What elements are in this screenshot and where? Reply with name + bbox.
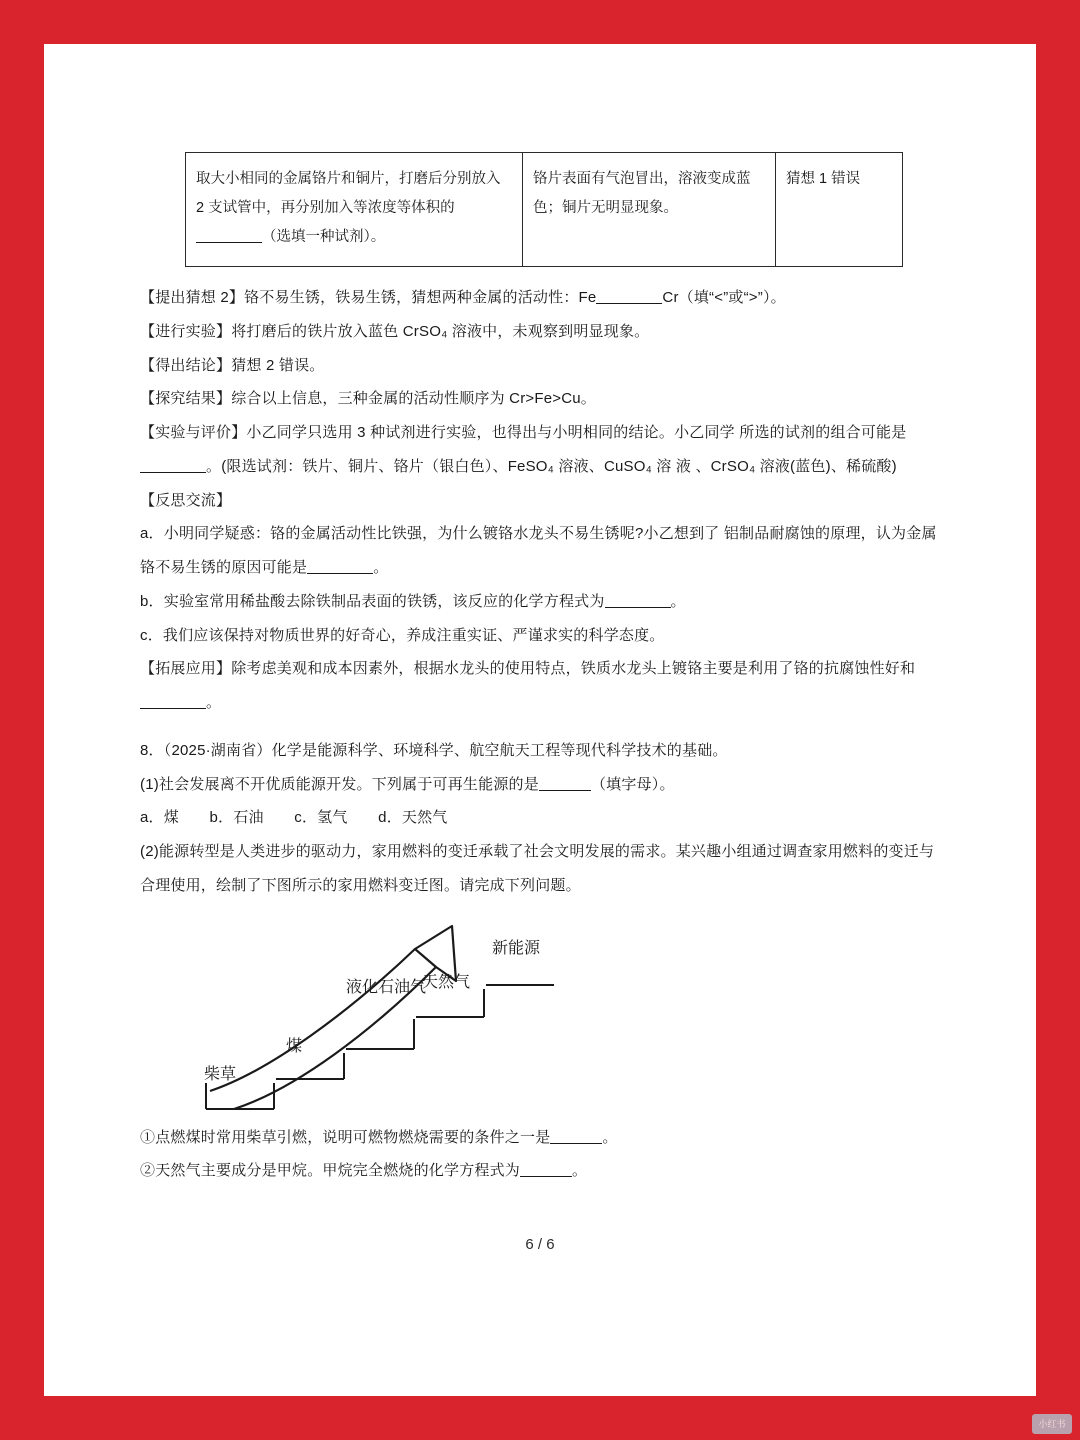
line-evaluation-pre: 【实验与评价】小乙同学只选用 3 种试剂进行实验，也得出与小明相同的结论。小乙同学 所选的试剂的组合可能是 — [140, 424, 907, 441]
question-8-item1 — [140, 1121, 940, 1155]
table-cell-step — [186, 153, 523, 267]
fill-blank[interactable] — [539, 775, 591, 791]
question-8-item2-pre: ②天然气主要成分是甲烷。甲烷完全燃烧的化学方程式为 — [140, 1162, 521, 1180]
fill-blank[interactable] — [307, 558, 373, 574]
diagram-label-natural-gas: 天然气 — [422, 973, 471, 991]
option-b[interactable]: b．石油 — [209, 809, 264, 827]
line-experiment: 【进行实验】将打磨后的铁片放入蓝色 CrSO₄ 溶液中，未观察到明显现象。 — [140, 322, 650, 340]
line-guess2-post: Cr（填“<”或“>”）。 — [662, 289, 786, 306]
line-reflect-b — [140, 585, 940, 619]
question-8-item1-pre: ①点燃煤时常用柴草引燃，说明可燃物燃烧需要的条件之一是 — [140, 1128, 551, 1146]
diagram-svg — [200, 921, 660, 1121]
option-a[interactable]: a．煤 — [140, 809, 179, 827]
fuel-transition-diagram — [200, 921, 660, 1121]
step-text: 取大小相同的金属铬片和铜片，打磨后分别放入 2 支试管中，再分别加入等浓度等体积的 — [196, 171, 501, 216]
fill-blank[interactable] — [550, 1128, 602, 1144]
document-page — [44, 44, 1036, 1396]
question-8-item2-post: 。 — [572, 1162, 588, 1180]
question-8-options — [140, 801, 940, 835]
line-evaluation-post: 。(限选试剂：铁片、铜片、铬片（银白色）、FeSO₄ 溶液、CuSO₄ 溶 液 、CrSO₄ 溶液(蓝色)、稀硫酸) — [206, 457, 897, 475]
option-c[interactable]: c．氢气 — [294, 809, 348, 827]
step-tail: （选填一种试剂）。 — [262, 229, 386, 245]
fill-blank[interactable] — [140, 457, 206, 473]
line-extension — [140, 652, 940, 720]
line-conclusion: 【得出结论】猜想 2 错误。 — [140, 356, 325, 374]
line-guess2-pre: 【提出猜想 2】铬不易生锈，铁易生锈，猜想两种金属的活动性：Fe — [140, 289, 597, 306]
fill-blank[interactable] — [140, 693, 206, 709]
diagram-label-new-energy: 新能源 — [492, 939, 541, 957]
table-cell-conclusion: 猜想 1 错误 — [776, 153, 903, 267]
question-8-sub2: (2)能源转型是人类进步的驱动力，家用燃料的变迁承载了社会文明发展的需求。某兴趣小组通过调查家用燃料的变迁与合理使用，绘制了下图所示的家用燃料变迁图。请完成下列问题。 — [140, 843, 935, 894]
line-reflection-header: 【反思交流】 — [140, 491, 232, 509]
table-cell-phenomenon: 铬片表面有气泡冒出，溶液变成蓝色；铜片无明显现象。 — [523, 153, 776, 267]
question-8 — [140, 734, 940, 1188]
line-extension-post: 。 — [206, 694, 222, 711]
line-extension-pre: 【拓展应用】除考虑美观和成本因素外，根据水龙头的使用特点，铁质水龙头上镀铬主要是利用了铬的抗腐蚀性好和 — [140, 660, 916, 678]
document-content — [140, 152, 940, 1188]
line-reflect-a-pre: a．小明同学疑惑：铬的金属活动性比铁强，为什么镀铬水龙头不易生锈呢?小乙想到了 铝制品耐腐蚀的原理，认为金属铬不易生锈的原因可能是 — [140, 525, 937, 576]
question-8-sub1 — [140, 768, 940, 802]
diagram-label-firewood: 柴草 — [204, 1065, 237, 1083]
question-8-header: 8．（2025·湖南省）化学是能源科学、环境科学、航空航天工程等现代科学技术的基础。 — [140, 741, 728, 759]
fill-blank[interactable] — [596, 288, 662, 304]
experiment-table — [185, 152, 903, 267]
line-guess2 — [140, 281, 940, 315]
question-8-sub1-pre: (1)社会发展离不开优质能源开发。下列属于可再生能源的是 — [140, 775, 539, 793]
line-reflect-b-pre: b．实验室常用稀盐酸去除铁制品表面的铁锈，该反应的化学方程式为 — [140, 592, 605, 610]
line-result: 【探究结果】综合以上信息，三种金属的活动性顺序为 Cr>Fe>Cu。 — [140, 390, 596, 408]
fill-blank[interactable] — [196, 228, 262, 244]
body-block — [140, 281, 940, 720]
question-8-sub1-post: （填字母）。 — [590, 775, 675, 793]
fill-blank[interactable] — [520, 1161, 572, 1177]
diagram-label-lpg: 液化石油气 — [346, 978, 427, 996]
line-reflect-a — [140, 517, 940, 585]
question-8-item1-post: 。 — [602, 1128, 618, 1146]
question-8-item2 — [140, 1154, 940, 1188]
watermark-badge: 小红书 — [1032, 1414, 1072, 1434]
fill-blank[interactable] — [605, 592, 671, 608]
line-evaluation — [140, 416, 940, 484]
table-row — [186, 153, 903, 267]
page-number: 6 / 6 — [525, 1236, 555, 1253]
option-d[interactable]: d．天然气 — [378, 809, 448, 827]
line-reflect-b-post: 。 — [670, 592, 686, 610]
line-reflect-c: c．我们应该保持对物质世界的好奇心，养成注重实证、严谨求实的科学态度。 — [140, 626, 665, 644]
diagram-label-coal: 煤 — [286, 1037, 303, 1055]
line-reflect-a-post: 。 — [373, 559, 389, 576]
